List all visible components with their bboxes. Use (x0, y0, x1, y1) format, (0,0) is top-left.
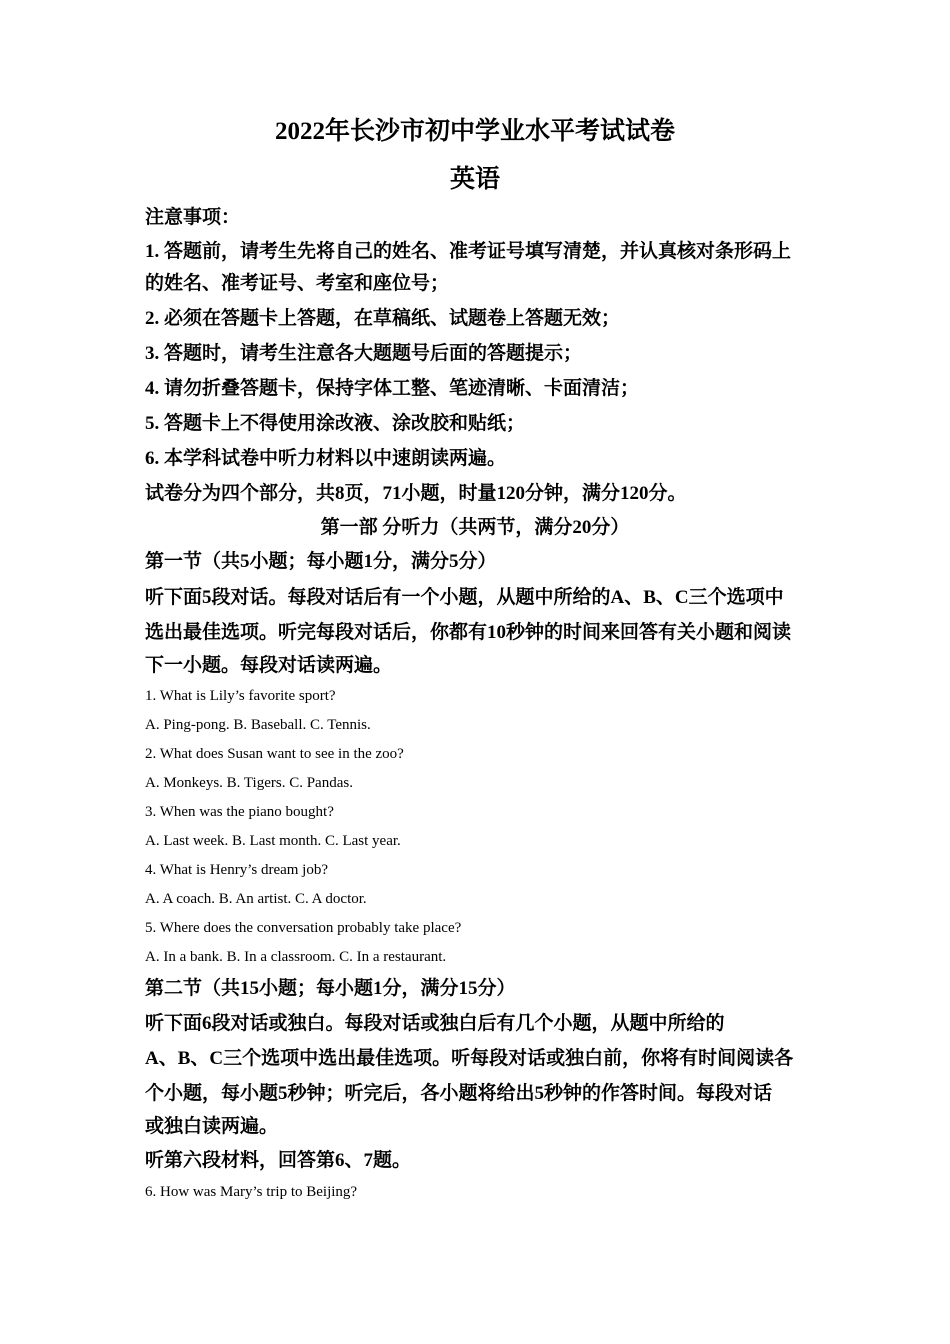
question-text: 1. What is Lily’s favorite sport? (145, 688, 336, 704)
notice-line: 5. 答题卡上不得使用涂改液、涂改胶和贴纸； (145, 413, 526, 434)
section-instruction: A、B、C三个选项中选出最佳选项。听每段对话或独白前，你将有时间阅读各 (145, 1048, 794, 1069)
question-options: A. Ping-pong. B. Baseball. C. Tennis. (145, 717, 371, 733)
section-instruction: 或独白读两遍。 (145, 1116, 279, 1137)
question-options: A. Monkeys. B. Tigers. C. Pandas. (145, 775, 353, 791)
notice-line: 3. 答题时，请考生注意各大题题号后面的答题提示； (145, 343, 583, 364)
exam-title: 2022年长沙市初中学业水平考试试卷 (274, 118, 675, 145)
notice-line: 2. 必须在答题卡上答题，在草稿纸、试题卷上答题无效； (145, 308, 621, 329)
notice-line: 6. 本学科试卷中听力材料以中速朗读两遍。 (145, 448, 507, 469)
notice-line: 的姓名、准考证号、考室和座位号； (145, 273, 450, 294)
question-text: 4. What is Henry’s dream job? (145, 862, 329, 878)
material-heading: 听第六段材料，回答第6、7题。 (145, 1150, 412, 1171)
subject-title: 英语 (449, 166, 500, 193)
section-instruction: 下一小题。每段对话读两遍。 (145, 655, 393, 676)
notice-heading: 注意事项： (145, 207, 241, 228)
question-options: A. A coach. B. An artist. C. A doctor. (145, 891, 367, 907)
section-instruction: 听下面5段对话。每段对话后有一个小题，从题中所给的A、B、C三个选项中 (145, 587, 784, 608)
section-heading: 第二节（共15小题；每小题1分，满分15分） (145, 978, 516, 999)
question-options: A. In a bank. B. In a classroom. C. In a restaurant. (145, 949, 447, 965)
question-options: A. Last week. B. Last month. C. Last year. (145, 833, 401, 849)
notice-line: 4. 请勿折叠答题卡，保持字体工整、笔迹清晰、卡面清洁； (145, 378, 640, 399)
section-instruction: 听下面6段对话或独白。每段对话或独白后有几个小题，从题中所给的 (145, 1013, 725, 1034)
section-instruction: 个小题，每小题5秒钟；听完后，各小题将给出5秒钟的作答时间。每段对话 (145, 1083, 773, 1104)
exam-summary: 试卷分为四个部分，共8页，71小题，时量120分钟，满分120分。 (145, 483, 687, 504)
question-text: 5. Where does the conversation probably take place? (145, 920, 462, 936)
section-instruction: 选出最佳选项。听完每段对话后，你都有10秒钟的时间来回答有关小题和阅读 (145, 622, 792, 643)
section-heading: 第一节（共5小题；每小题1分，满分5分） (145, 551, 497, 572)
question-text: 3. When was the piano bought? (145, 804, 334, 820)
question-text: 2. What does Susan want to see in the zoo? (145, 746, 404, 762)
part-heading: 第一部 分听力（共两节，满分20分） (320, 517, 630, 538)
notice-line: 1. 答题前，请考生先将自己的姓名、准考证号填写清楚，并认真核对条形码上 (145, 241, 792, 262)
question-text: 6. How was Mary’s trip to Beijing? (145, 1184, 358, 1200)
